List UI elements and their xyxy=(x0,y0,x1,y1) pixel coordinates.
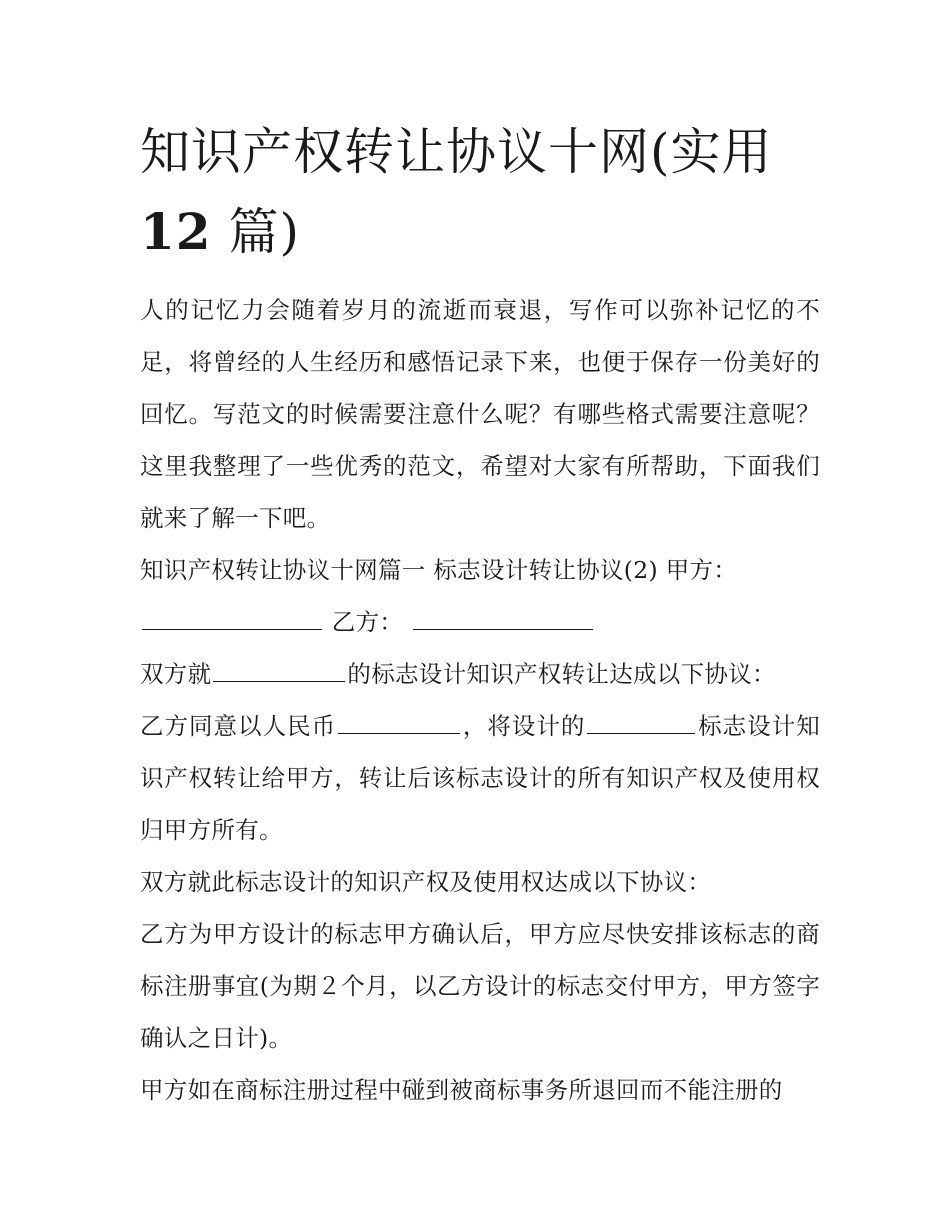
clause-2: 甲方如在商标注册过程中碰到被商标事务所退回而不能注册的 xyxy=(140,1076,783,1104)
title-number: 12 xyxy=(140,202,212,261)
party-line xyxy=(140,596,820,648)
party-b-blank xyxy=(413,607,593,630)
design-name-blank xyxy=(587,711,695,734)
document-title xyxy=(140,112,820,272)
agreement-subject xyxy=(140,648,820,700)
party-b-label: 乙方： xyxy=(331,608,404,636)
pay-prefix: 乙方同意以人民币 xyxy=(140,712,337,740)
agree-prefix: 双方就 xyxy=(140,660,212,688)
agree-suffix: 的标志设计知识产权转让达成以下协议： xyxy=(347,660,776,688)
amount-blank xyxy=(338,711,460,734)
title-line-1: 知识产权转让协议十网(实用 xyxy=(140,123,773,181)
party-a-blank xyxy=(142,607,322,630)
clause-intro: 双方就此标志设计的知识产权及使用权达成以下协议： xyxy=(140,868,712,896)
document-page xyxy=(140,112,820,1116)
pay-middle: ，将设计的 xyxy=(462,712,586,740)
intro-paragraph: 人的记忆力会随着岁月的流逝而衰退，写作可以弥补记忆的不足，将曾经的人生经历和感悟记录下来，也便于保存一份美好的回忆。写范文的时候需要注意什么呢？有哪些格式需要注意呢？这里我整理了一些优秀的范文，希望对大家有所帮助，下面我们就来了解一下吧。 xyxy=(140,296,820,532)
title-line-2: 篇) xyxy=(228,203,301,261)
clause-1: 乙方为甲方设计的标志甲方确认后，甲方应尽快安排该标志的商标注册事宜(为期２个月，以乙方设计的标志交付甲方，甲方签字确认之日计)。 xyxy=(140,920,820,1052)
agreement-heading: 知识产权转让协议十网篇一 标志设计转让协议(2) 甲方： xyxy=(140,556,738,584)
pay-suffix: 标志设计知识产权转让给甲方，转让后该标志设计的所有知识产权及使用权归甲方所有。 xyxy=(140,712,820,844)
subject-blank xyxy=(213,659,345,682)
payment-paragraph xyxy=(140,700,820,856)
